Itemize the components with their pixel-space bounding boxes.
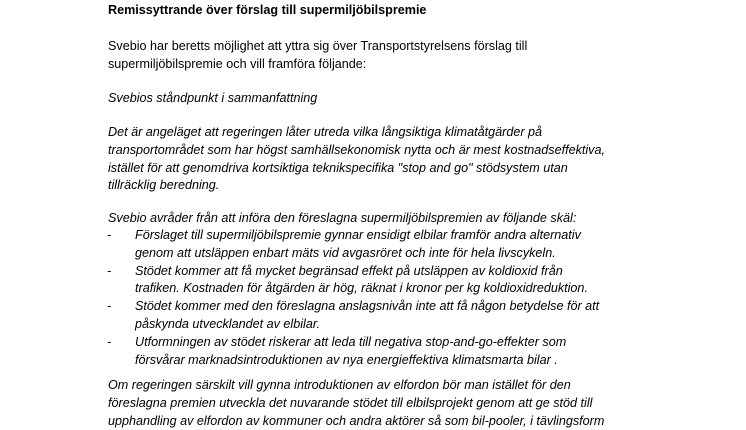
list-item-line: Utformningen av stödet riskerar att leda till negativa stop-and-go-effekter som xyxy=(135,334,567,349)
closing-paragraph xyxy=(108,377,604,430)
summary-line: transportområdet som har högst samhällsekonomisk nytta och är mest kostnadseffektiva, xyxy=(108,142,605,157)
section-subheading: Svebios ståndpunkt i sammanfattning xyxy=(108,91,318,105)
list-item xyxy=(108,334,599,370)
advice-intro: Svebio avråder från att införa den föreslagna supermiljöbilspremien av följande skäl: xyxy=(108,211,577,225)
list-item-line: trafiken. Kostnaden för åtgärden är hög, räknat i kronor per kg koldioxidreduktion. xyxy=(135,281,588,296)
list-item-line: Stödet kommer med den föreslagna anslagsnivån inte att få någon betydelse för att xyxy=(135,299,600,314)
bullet-dash: - xyxy=(107,263,112,278)
summary-line: Det är angeläget att regeringen låter utreda vilka långsiktiga klimatåtgärder på xyxy=(108,125,543,139)
closing-line: upphandling av elfordon av kommuner och andra aktörer så som bil-pooler, i tävlingsform xyxy=(108,413,605,428)
intro-paragraph xyxy=(108,38,527,74)
closing-line: Om regeringen särskilt vill gynna introduktionen av elfordon bör man istället för den xyxy=(108,378,571,392)
list-item-text xyxy=(135,227,599,263)
list-item xyxy=(108,227,599,263)
list-item-text xyxy=(135,298,599,334)
list-item-line: Förslaget till supermiljöbilspremie gynnar ensidigt elbilar framför andra alternativ xyxy=(135,228,581,242)
bullet-dash: - xyxy=(107,299,112,314)
list-item-line: genom att utsläppen enbart mäts vid avgasröret och inte för hela livscykeln. xyxy=(135,245,556,260)
document-title: Remissyttrande över förslag till supermiljöbilspremie xyxy=(108,3,427,17)
intro-line: supermiljöbilspremie och vill framföra följande: xyxy=(108,56,367,71)
reasons-list xyxy=(108,227,599,369)
summary-line: tillräcklig beredning. xyxy=(108,178,220,193)
bullet-dash: - xyxy=(107,334,112,349)
summary-line: istället för att genomdriva kortsiktiga teknikspecifika "stop and go" stödsystem utan xyxy=(108,160,568,175)
closing-line: föreslagna premien utveckla det nuvarande stödet till elbilsprojekt genom att ge stöd till xyxy=(108,395,593,410)
intro-line: Svebio har beretts möjlighet att yttra sig över Transportstyrelsens förslag till xyxy=(108,39,528,53)
summary-paragraph xyxy=(108,124,605,195)
list-item-line: försvårar marknadsintroduktionen av nya energieffektiva klimatsmarta bilar . xyxy=(135,352,558,367)
list-item-text xyxy=(135,263,599,299)
list-item xyxy=(108,263,599,299)
list-item xyxy=(108,298,599,334)
list-item-line: Stödet kommer att få mycket begränsad effekt på utsläppen av koldioxid från xyxy=(135,263,563,278)
list-item-text xyxy=(135,334,599,370)
list-item-line: påskynda utvecklandet av elbilar. xyxy=(135,316,321,331)
bullet-dash: - xyxy=(107,228,112,242)
